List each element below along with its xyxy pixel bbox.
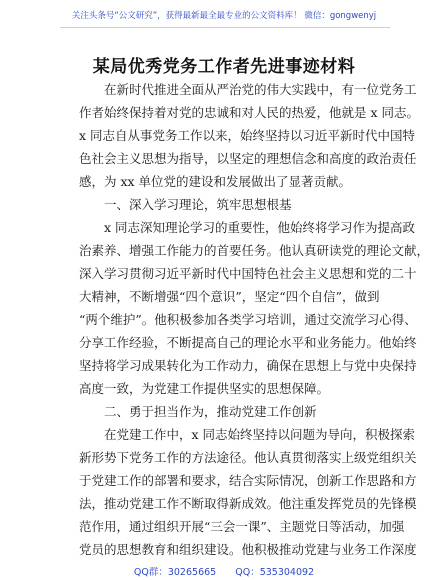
section-heading-2: 二、勇于担当作为，推动党建工作创新 [79, 404, 317, 419]
footer-contact [0, 564, 448, 578]
body-line: 深入学习贯彻习近平新时代中国特色社会主义思想和党的二十 [79, 266, 417, 281]
footer-qq: QQ：535304092 [235, 567, 315, 578]
body-line: 感，为 xx 单位党的建设和发展做出了显著贡献。 [79, 174, 352, 189]
body-line: 作者始终保持着对党的忠诚和对人民的热爱，他就是 x 同志。 [79, 105, 419, 120]
body-line: 在新时代推进全面从严治党的伟大实践中，有一位党务工 [79, 82, 417, 97]
body-line: 分享工作经验，不断提高自己的理论水平和业务能力。他始终 [79, 335, 417, 350]
header-note: 关注头条号“公文研究”，获得最新最全最专业的公文资料库！ 微信：gongwenyj [71, 11, 377, 21]
body-line: 大精神，不断增强“四个意识”，坚定“四个自信”，做到 [79, 289, 380, 304]
body-line: x 同志自从事党务工作以来，始终坚持以习近平新时代中国特 [79, 128, 416, 143]
body-line: 党员的思想教育和组织建设。他积极推动党建与业务工作深度 [79, 542, 417, 557]
body-line: “两个维护”。他积极参加各类学习培训，通过交流学习心得、 [79, 312, 417, 327]
body-line: 坚持将学习成果转化为工作动力，确保在思想上与党中央保持 [79, 358, 417, 373]
document-body [79, 78, 430, 561]
section-heading-1: 一、深入学习理论，筑牢思想根基 [79, 197, 292, 212]
header-divider [60, 27, 390, 28]
body-line: 高度一致，为党建工作提供坚实的思想保障。 [79, 381, 330, 396]
footer-qq-group: QQ群：30265665 [133, 567, 217, 578]
body-line: 法，推动党建工作不断取得新成效。他注重发挥党员的先锋模 [79, 496, 417, 511]
body-line: 色社会主义思想为指导，以坚定的理想信念和高度的政治责任 [79, 151, 417, 166]
body-line: 治素养、增强工作能力的首要任务。他认真研读党的理论文献， [79, 243, 430, 258]
body-line: 于党建工作的部署和要求，结合实际情况，创新工作思路和方 [79, 473, 417, 488]
document-title: 某局优秀党务工作者先进事迹材料 [92, 57, 356, 77]
body-line: 在党建工作中，x 同志始终坚持以问题为导向，积极探索 [79, 427, 416, 442]
body-line: 范作用，通过组织开展“三会一课”、主题党日等活动，加强 [79, 519, 405, 534]
body-line: 新形势下党务工作的方法途径。他认真贯彻落实上级党组织关 [79, 450, 417, 465]
body-line: x 同志深知理论学习的重要性，他始终将学习作为提高政 [79, 220, 416, 235]
